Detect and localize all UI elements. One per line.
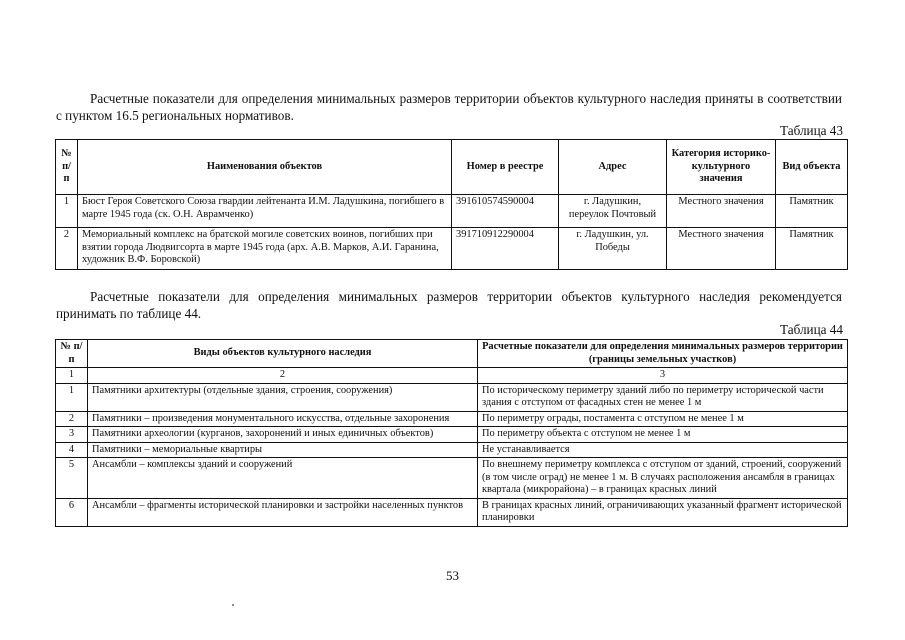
row-num: 2	[56, 411, 88, 427]
table-row	[56, 498, 848, 526]
header-num: № п/п	[56, 340, 88, 368]
table-row	[56, 458, 848, 499]
heritage-kind: Памятники архитектуры (отдельные здания, строения, сооружения)	[88, 383, 478, 411]
row-num: 2	[56, 228, 78, 270]
row-num: 3	[56, 427, 88, 443]
object-category: Местного значения	[667, 195, 776, 228]
row-num: 6	[56, 498, 88, 526]
table-row	[56, 383, 848, 411]
table-43-header-row	[56, 140, 848, 195]
object-type: Памятник	[776, 228, 848, 270]
object-name: Мемориальный комплекс на братской могиле советских воинов, погибших при взятии города Людвигсорта в марте 1945 года (арх. А.В. Марков, А.И. Гаранина, художник В.Ф. Боровской)	[78, 228, 452, 270]
row-num: 1	[56, 383, 88, 411]
object-address: г. Ладушкин, ул. Победы	[559, 228, 667, 270]
table-44	[55, 339, 848, 527]
header-calc: Расчетные показатели для определения минимальных размеров территории (границы земельных участков)	[478, 340, 848, 368]
table-43	[55, 139, 848, 270]
page-number: 53	[446, 568, 459, 583]
object-name: Бюст Героя Советского Союза гвардии лейтенанта И.М. Ладушкина, погибшего в марте 1945 года (ск. О.Н. Аврамченко)	[78, 195, 452, 228]
table-43-caption: Таблица 43	[780, 123, 843, 138]
registry-number: 391610574590004	[452, 195, 559, 228]
colnum-1: 1	[56, 368, 88, 384]
heritage-kind: Памятники – произведения монументального искусства, отдельные захоронения	[88, 411, 478, 427]
table-row	[56, 228, 848, 270]
row-num: 1	[56, 195, 78, 228]
calc-indicator: Не устанавливается	[478, 442, 848, 458]
object-type: Памятник	[776, 195, 848, 228]
intro-paragraph-2: Расчетные показатели для определения минимальных размеров территории объектов культурного наследия рекомендуется принимать по таблице 44.	[56, 289, 842, 321]
header-category: Категория историко-культурного значения	[667, 140, 776, 195]
calc-indicator: В границах красных линий, ограничивающих указанный фрагмент исторической планировки	[478, 498, 848, 526]
object-address: г. Ладушкин, переулок Почтовый	[559, 195, 667, 228]
row-num: 4	[56, 442, 88, 458]
header-type: Вид объекта	[776, 140, 848, 195]
calc-indicator: По историческому периметру зданий либо по периметру исторической части здания с отступом от фасадных стен не менее 1 м	[478, 383, 848, 411]
table-row	[56, 442, 848, 458]
calc-indicator: По периметру ограды, постамента с отступом не менее 1 м	[478, 411, 848, 427]
colnum-2: 2	[88, 368, 478, 384]
header-address: Адрес	[559, 140, 667, 195]
registry-number: 391710912290004	[452, 228, 559, 270]
heritage-kind: Ансамбли – фрагменты исторической планировки и застройки населенных пунктов	[88, 498, 478, 526]
row-num: 5	[56, 458, 88, 499]
intro-paragraph-1: Расчетные показатели для определения минимальных размеров территории объектов культурного наследия приняты в соответствии с пунктом 16.5 региональных нормативов.	[56, 91, 842, 123]
calc-indicator: По внешнему периметру комплекса с отступом от зданий, строений, сооружений (в том числе оград) не менее 1 м. В случаях расположения ансамбля в границах квартала (микрорайона) – в границах красных линий	[478, 458, 848, 499]
calc-indicator: По периметру объекта с отступом не менее 1 м	[478, 427, 848, 443]
header-name: Наименования объектов	[78, 140, 452, 195]
table-44-caption: Таблица 44	[780, 322, 843, 337]
scan-speck	[232, 604, 234, 606]
header-registry: Номер в реестре	[452, 140, 559, 195]
header-num: № п/п	[56, 140, 78, 195]
colnum-3: 3	[478, 368, 848, 384]
heritage-kind: Памятники археологии (курганов, захоронений и иных единичных объектов)	[88, 427, 478, 443]
table-44-colnum-row	[56, 368, 848, 384]
table-44-header-row	[56, 340, 848, 368]
table-row	[56, 411, 848, 427]
heritage-kind: Памятники – мемориальные квартиры	[88, 442, 478, 458]
header-kind: Виды объектов культурного наследия	[88, 340, 478, 368]
table-row	[56, 427, 848, 443]
object-category: Местного значения	[667, 228, 776, 270]
heritage-kind: Ансамбли – комплексы зданий и сооружений	[88, 458, 478, 499]
table-row	[56, 195, 848, 228]
